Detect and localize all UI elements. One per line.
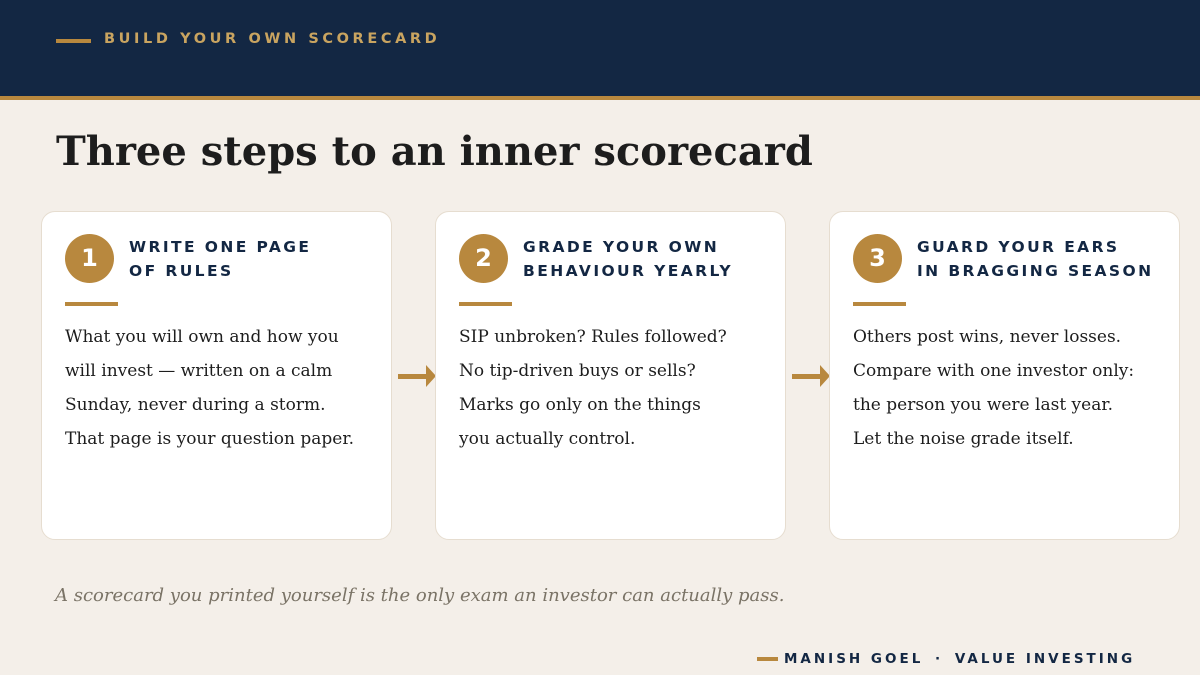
step-heading-line: OF RULES <box>129 262 234 280</box>
step-body-line: Others post wins, never losses. <box>853 327 1122 347</box>
step-body-line: SIP unbroken? Rules followed? <box>459 327 727 347</box>
step-card-1 <box>41 211 392 540</box>
closing-quote: A scorecard you printed yourself is the only exam an investor can actually pass. <box>55 585 785 606</box>
footer-topic: VALUE INVESTING <box>954 651 1136 667</box>
step-number-badge: 2 <box>459 234 508 283</box>
step-body-line: That page is your question paper. <box>65 429 354 449</box>
step-body <box>65 320 391 456</box>
step-body-line: the person you were last year. <box>853 395 1114 415</box>
footer-separator: · <box>935 651 944 667</box>
step-card-3 <box>829 211 1180 540</box>
header-bar <box>0 0 1200 96</box>
step-heading-line: BEHAVIOUR YEARLY <box>523 262 734 280</box>
step-body-line: you actually control. <box>459 429 636 449</box>
step-card-2 <box>435 211 786 540</box>
step-accent-rule <box>459 302 512 306</box>
footer-author: MANISH GOEL <box>784 651 924 667</box>
step-body-line: Compare with one investor only: <box>853 361 1135 381</box>
step-body-line: Let the noise grade itself. <box>853 429 1074 449</box>
arrow-shaft <box>398 374 427 379</box>
footer-dash <box>757 657 778 661</box>
step-accent-rule <box>65 302 118 306</box>
step-body <box>853 320 1179 456</box>
footer-credit <box>784 651 1135 667</box>
kicker-dash <box>56 39 91 43</box>
arrow-right-icon <box>398 365 435 387</box>
step-heading-line: WRITE ONE PAGE <box>129 238 312 256</box>
header-kicker: BUILD YOUR OWN SCORECARD <box>104 31 441 47</box>
step-heading-line: GRADE YOUR OWN <box>523 238 720 256</box>
step-heading-line: GUARD YOUR EARS <box>917 238 1120 256</box>
step-body-line: No tip-driven buys or sells? <box>459 361 696 381</box>
step-heading-line: IN BRAGGING SEASON <box>917 262 1154 280</box>
slide-title: Three steps to an inner scorecard <box>56 128 813 175</box>
arrow-shaft <box>792 374 821 379</box>
step-heading <box>129 235 384 283</box>
arrow-right-icon <box>792 365 829 387</box>
step-heading <box>523 235 778 283</box>
step-number-badge: 1 <box>65 234 114 283</box>
step-body <box>459 320 785 456</box>
header-accent-rule <box>0 96 1200 100</box>
step-accent-rule <box>853 302 906 306</box>
step-body-line: Marks go only on the things <box>459 395 701 415</box>
step-number-badge: 3 <box>853 234 902 283</box>
step-body-line: What you will own and how you <box>65 327 339 347</box>
step-body-line: Sunday, never during a storm. <box>65 395 326 415</box>
step-heading <box>917 235 1172 283</box>
step-body-line: will invest — written on a calm <box>65 361 333 381</box>
